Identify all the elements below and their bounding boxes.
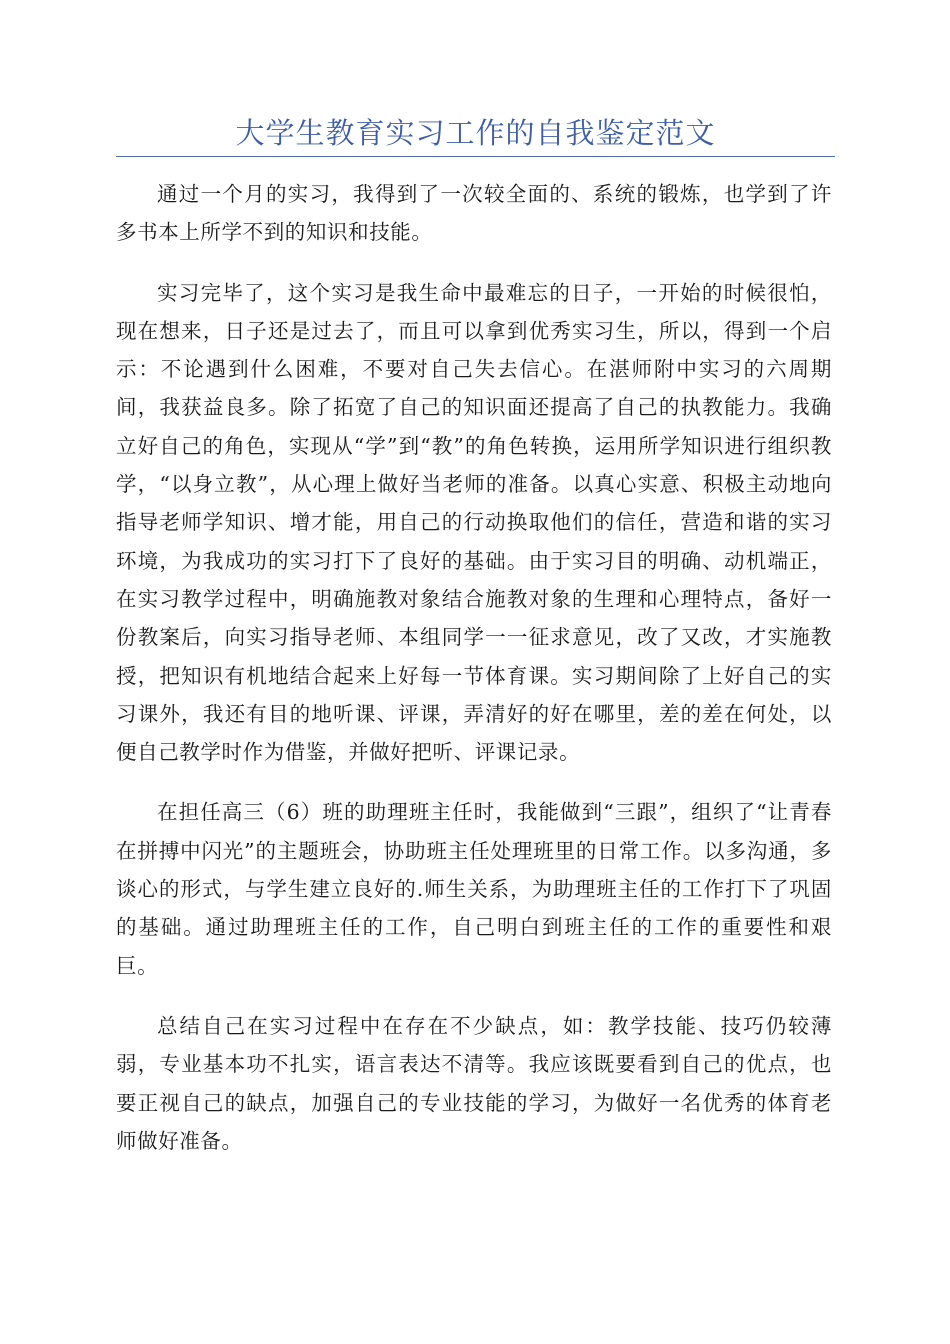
title-block	[116, 112, 835, 157]
paragraph-intro: 通过一个月的实习，我得到了一次较全面的、系统的锻炼，也学到了许多书本上所学不到的知识和技能。	[116, 182, 832, 245]
paragraph-internship-experience: 实习完毕了，这个实习是我生命中最难忘的日子，一开始的时候很怕，现在想来，日子还是过去了，而且可以拿到优秀实习生，所以，得到一个启示：不论遇到什么困难，不要对自己失去信心。在湛师附中实习的六周期间，我获益良多。除了拓宽了自己的知识面还提高了自己的执教能力。我确立好自己的角色，实现从“学”到“教”的角色转换，运用所学知识进行组织教学，“以身立教”，从心理上做好当老师的准备。以真心实意、积极主动地向指导老师学知识、增才能，用自己的行动换取他们的信任，营造和谐的实习环境，为我成功的实习打下了良好的基础。由于实习目的明确、动机端正，在实习教学过程中，明确施教对象结合施教对象的生理和心理特点，备好一份教案后，向实习指导老师、本组同学一一征求意见，改了又改，才实施教授，把知识有机地结合起来上好每一节体育课。实习期间除了上好自己的实习课外，我还有目的地听课、评课，弄清好的好在哪里，差的差在何处，以便自己教学时作为借鉴，并做好把听、评课记录。	[116, 280, 832, 765]
paragraph-assistant-head-teacher: 在担任高三（6）班的助理班主任时，我能做到“三跟”，组织了“让青春在拼搏中闪光”的主题班会，协助班主任处理班里的日常工作。以多沟通，多谈心的形式，与学生建立良好的.师生关系，为助理班主任的工作打下了巩固的基础。通过助理班主任的工作，自己明白到班主任的工作的重要性和艰巨。	[116, 800, 832, 978]
document-title: 大学生教育实习工作的自我鉴定范文	[235, 116, 716, 150]
paragraph-summary: 总结自己在实习过程中在存在不少缺点，如：教学技能、技巧仍较薄弱，专业基本功不扎实，语言表达不清等。我应该既要看到自己的优点，也要正视自己的缺点，加强自己的专业技能的学习，为做好一名优秀的体育老师做好准备。	[116, 1013, 832, 1153]
document-body	[116, 175, 832, 1182]
